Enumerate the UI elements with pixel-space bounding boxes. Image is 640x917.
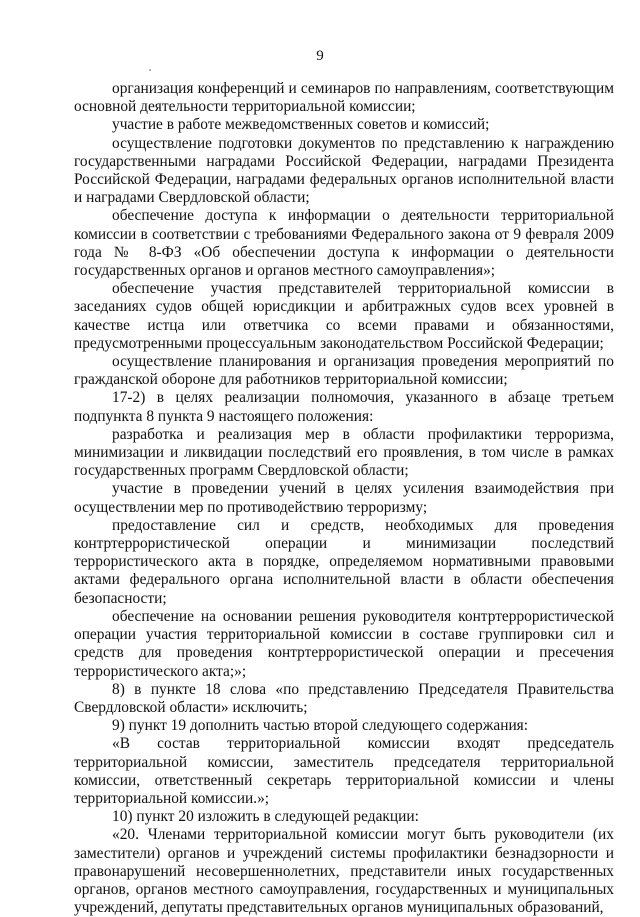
paragraph: 10) пункт 20 изложить в следующей редакции: — [112, 808, 419, 826]
paragraph: осуществление подготовки документов по представлению к награждению государственными наградами Российской Федерации, наградами Президента Российской Федерации, наградами федеральных органов исполнительной власти и наградами Свердловской области; — [74, 134, 614, 207]
paragraph: осуществление планирования и организация проведения мероприятий по гражданской обороне для работников территориальной комиссии; — [74, 353, 614, 389]
paragraph: обеспечение доступа к информации о деятельности территориальной комиссии в соответствии с требованиями Федерального закона от 9 февраля 2009 года № 8-ФЗ «Об обеспечении доступа к информации о деятельности государственных органов и органов местного самоуправления»; — [74, 207, 614, 280]
paragraph: обеспечение на основании решения руководителя контртеррористической операции участия территориальной комиссии в составе группировки сил и средств для проведения контртеррористической операции и пресечения террористического акта;»; — [74, 607, 614, 680]
paragraph: 17-2) в целях реализации полномочия, указанного в абзаце третьем подпункта 8 пункта 9 настоящего положения: — [74, 389, 614, 425]
paragraph: организация конференций и семинаров по направлениям, соответствующим основной деятельности территориальной комиссии; — [74, 80, 614, 116]
paragraph: «20. Членами территориальной комиссии могут быть руководители (их заместители) органов и учреждений системы профилактики безнадзорности и правонарушений несовершеннолетних, представители иных государственных органов, органов местного самоуправления, государственных и муниципальных учреждений, депутаты представительных органов муниципальных образований, — [74, 826, 614, 917]
paragraph: участие в работе межведомственных советов и комиссий; — [112, 116, 490, 134]
paragraph: разработка и реализация мер в области профилактики терроризма, минимизации и ликвидации последствий его проявления, в том числе в рамках государственных программ Свердловской области; — [74, 425, 614, 480]
paragraph: 9) пункт 19 дополнить частью второй следующего содержания: — [112, 717, 529, 735]
body-text — [74, 80, 614, 917]
paragraph: 8) в пункте 18 слова «по представлению Председателя Правительства Свердловской области» исключить; — [74, 680, 614, 716]
page-number: 9 — [316, 48, 324, 64]
paragraph: «В состав территориальной комиссии входят председатель территориальной комиссии, заместитель председателя территориальной комиссии, ответственный секретарь территориальной комиссии и члены территориальной комиссии.»; — [74, 735, 614, 807]
scan-speck — [149, 69, 151, 71]
paragraph: предоставление сил и средств, необходимых для проведения контртеррористической операции и минимизации последствий террористического акта в порядке, определяемом нормативными правовыми актами федерального органа исполнительной власти в области обеспечения безопасности; — [74, 516, 614, 607]
paragraph: участие в проведении учений в целях усиления взаимодействия при осуществлении мер по противодействию терроризму; — [74, 480, 614, 516]
paragraph: обеспечение участия представителей территориальной комиссии в заседаниях судов общей юрисдикции и арбитражных судов всех уровней в качестве истца или ответчика со всеми правами и обязанностями, предусмотренными процессуальным законодательством Российской Федерации; — [74, 280, 614, 352]
